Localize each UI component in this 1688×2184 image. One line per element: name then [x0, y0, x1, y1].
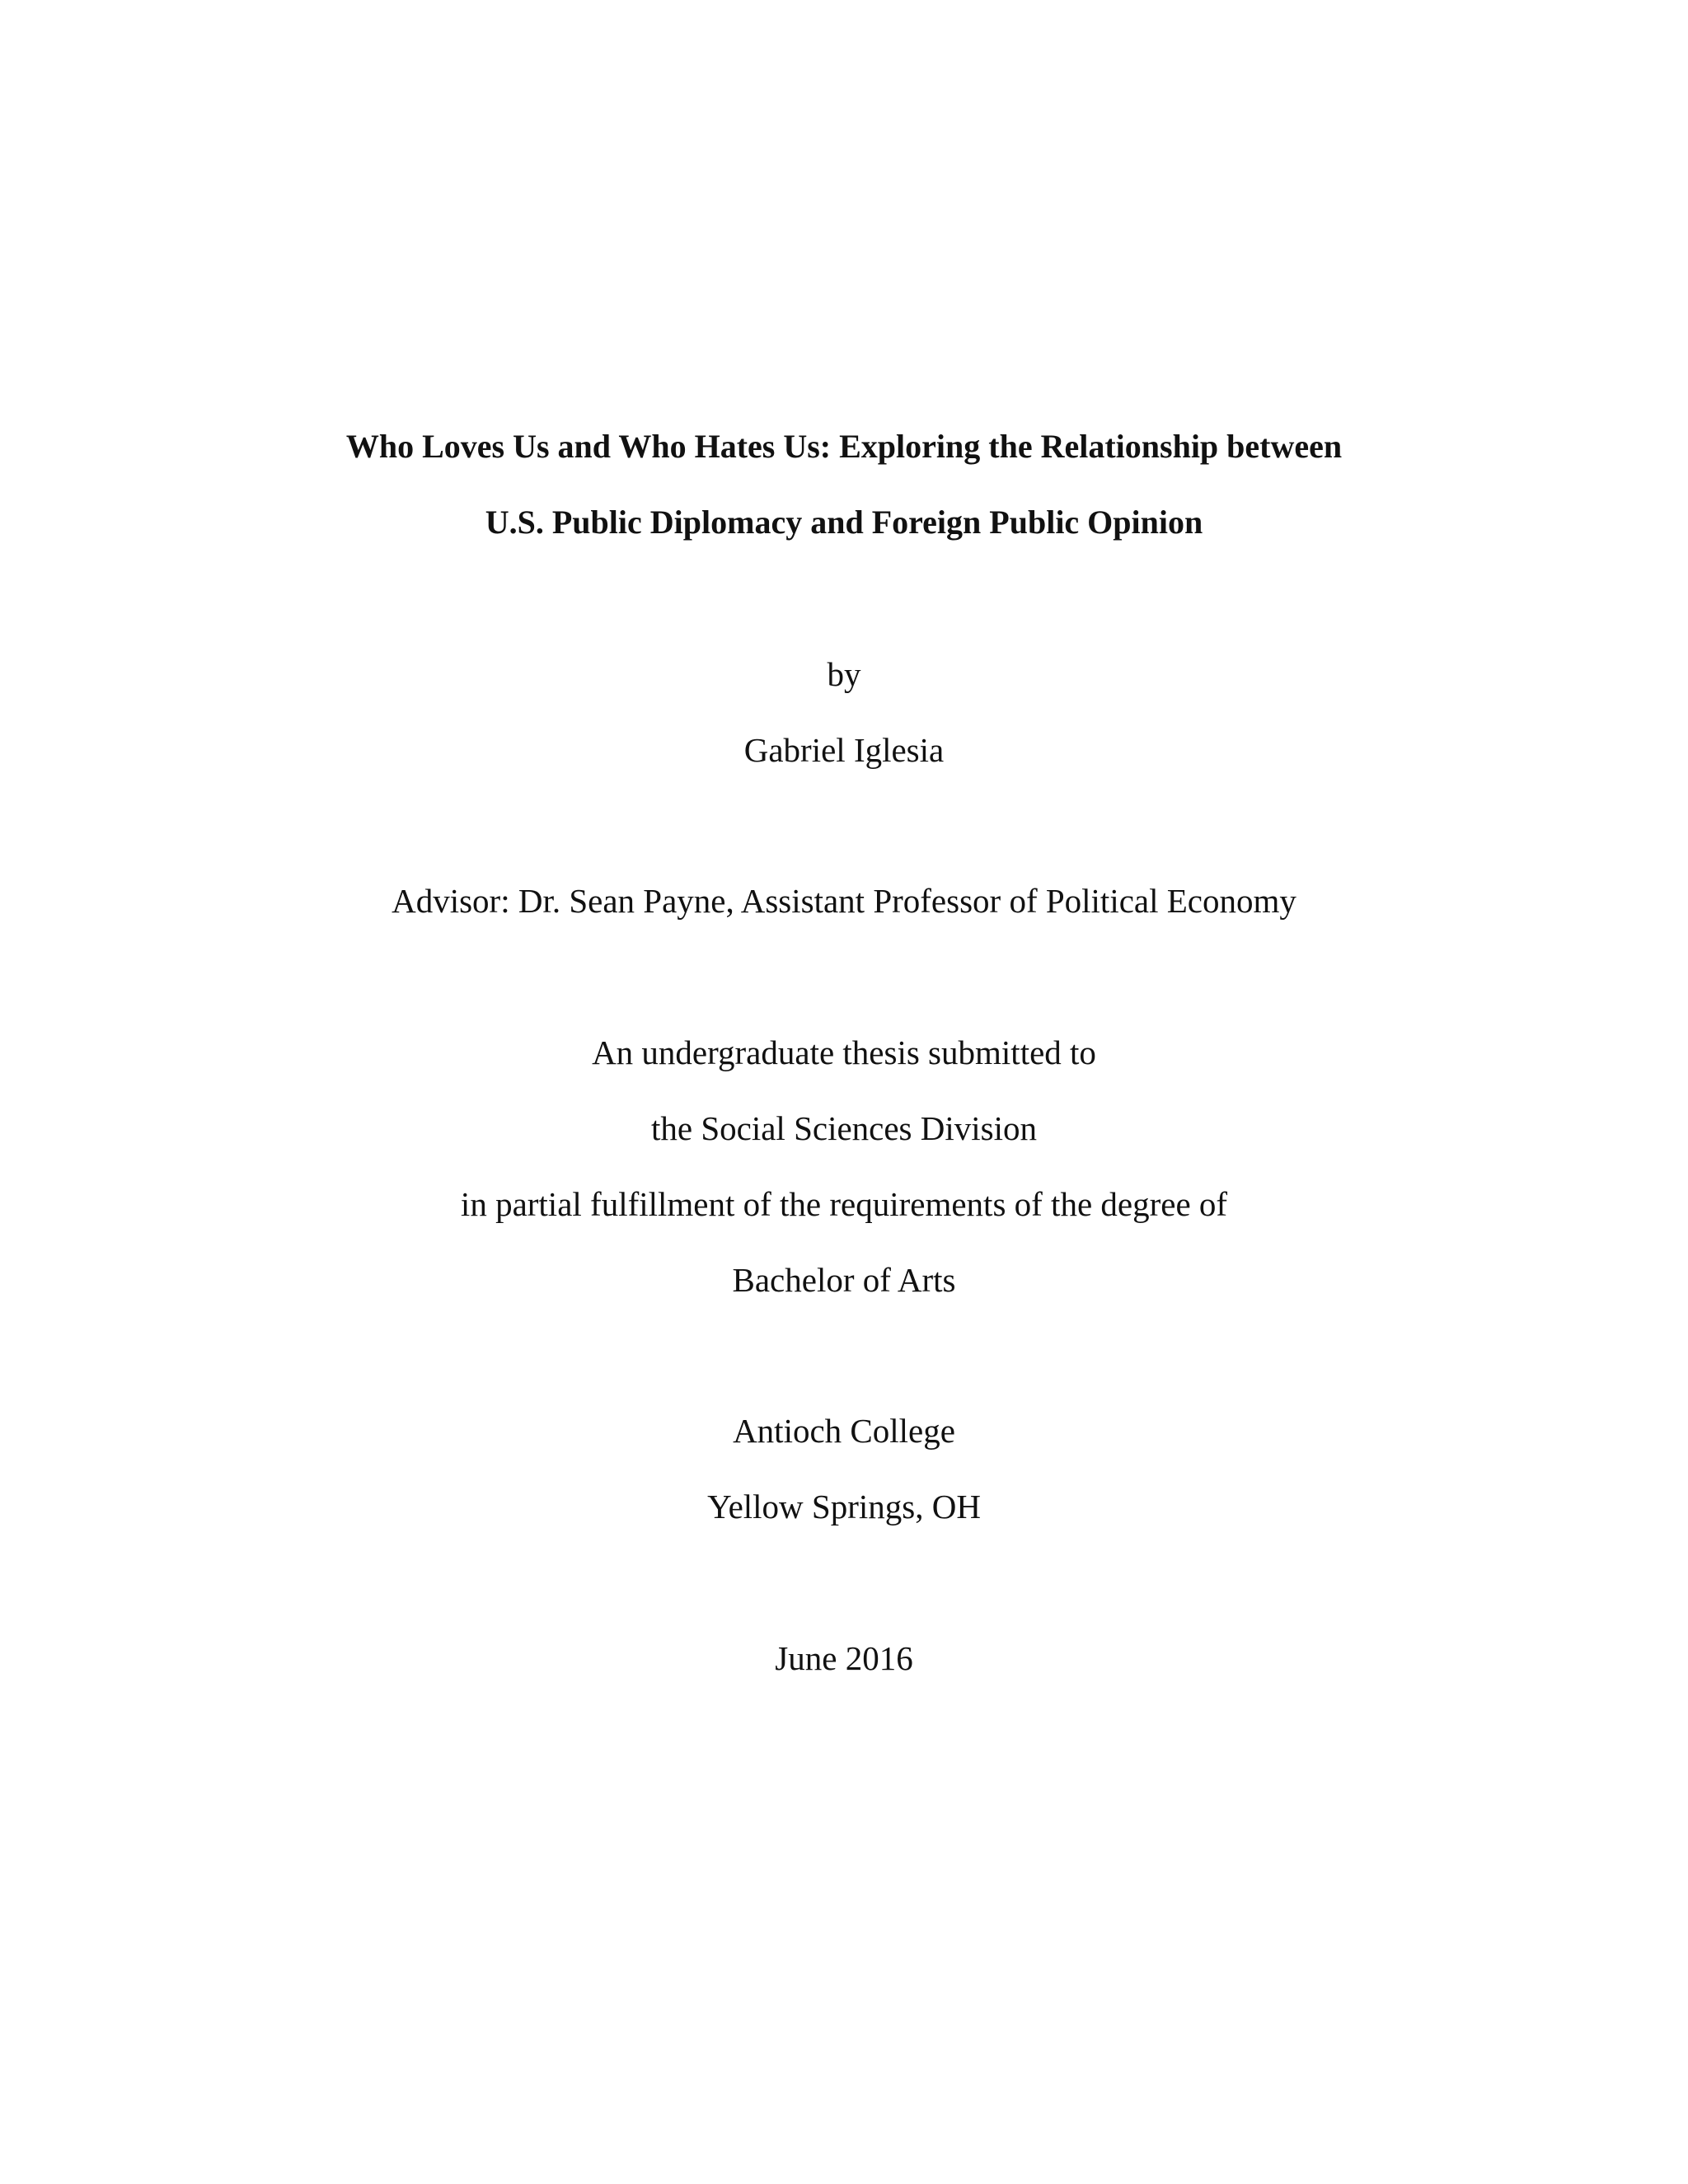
- submission-line-2: the Social Sciences Division: [651, 1109, 1037, 1147]
- submission-line-1: An undergraduate thesis submitted to: [592, 1033, 1096, 1071]
- author-name: Gabriel Iglesia: [743, 731, 945, 769]
- thesis-title-line-2: U.S. Public Diplomacy and Foreign Public Opinion: [485, 504, 1203, 541]
- institution-location: Yellow Springs, OH: [707, 1488, 981, 1526]
- advisor-line: Advisor: Dr. Sean Payne, Assistant Professor of Political Economy: [392, 882, 1296, 920]
- submission-line-3: in partial fulfillment of the requirements of the degree of: [460, 1185, 1228, 1223]
- institution-name: Antioch College: [733, 1412, 955, 1450]
- thesis-title-line-1: Who Loves Us and Who Hates Us: Exploring the Relationship between: [345, 428, 1343, 465]
- submission-date: June 2016: [775, 1639, 913, 1677]
- degree-name: Bachelor of Arts: [732, 1261, 956, 1299]
- by-label: by: [827, 655, 861, 693]
